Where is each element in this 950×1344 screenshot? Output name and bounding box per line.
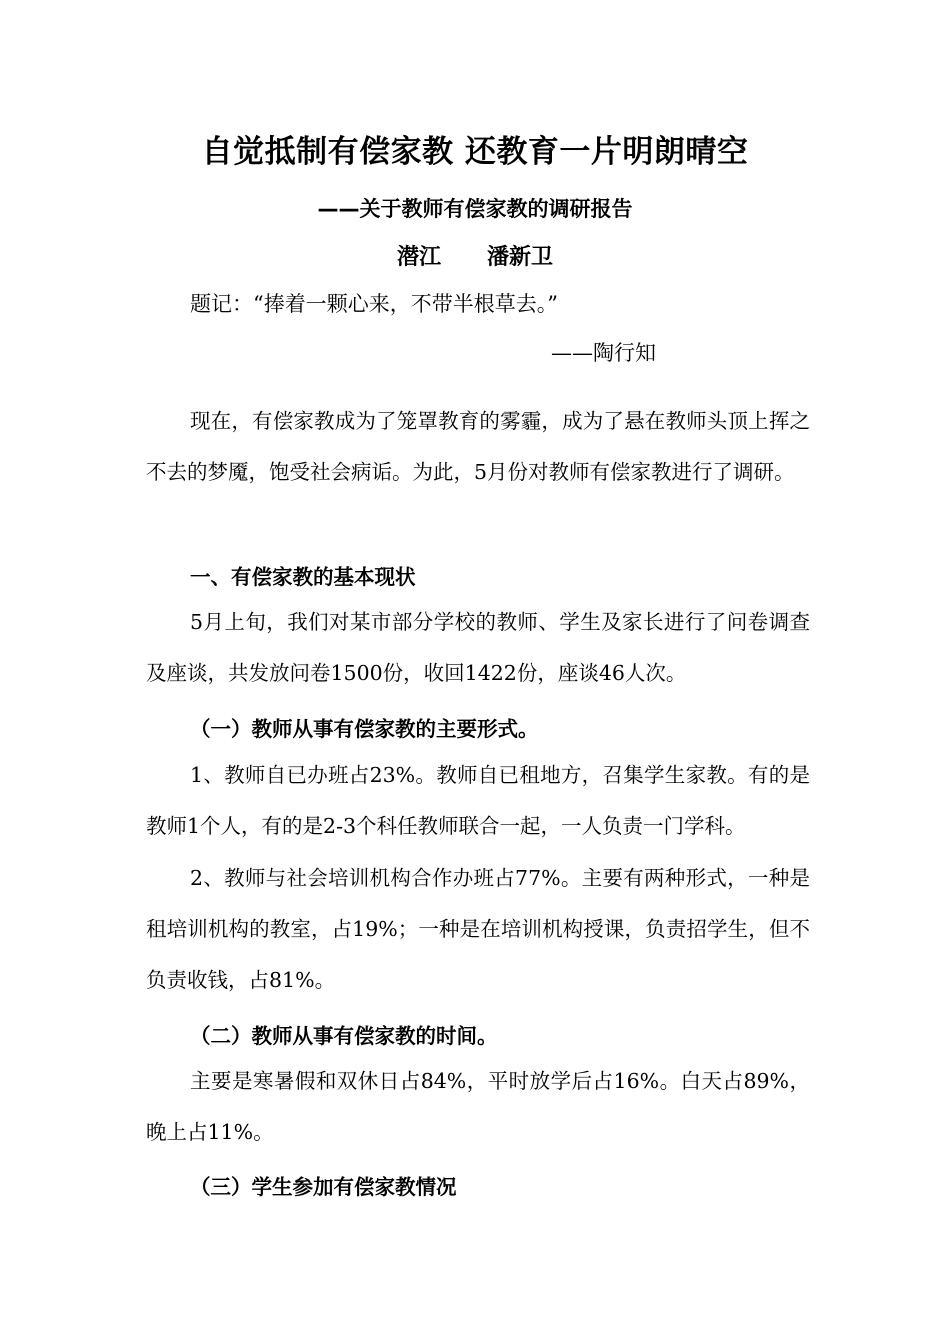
epigraph-attribution: ——陶行知 xyxy=(551,341,656,365)
sub2-paragraph: 主要是寒暑假和双休日占84%，平时放学后占16%。白天占89%，晚上占11%。 xyxy=(146,1069,810,1144)
sub1-item-1: 1、教师自已办班占23%。教师自已租地方，召集学生家教。有的是教师1个人，有的是2-3个科任教师联合一起，一人负责一门学科。 xyxy=(146,763,810,838)
intro-paragraph: 现在，有偿家教成为了笼罩教育的雾霾，成为了悬在教师头顶上挥之不去的梦魇，饱受社会病诟。为此，5月份对教师有偿家教进行了调研。 xyxy=(146,409,810,484)
document-title: 自觉抵制有偿家教 还教育一片明朗晴空 xyxy=(201,134,749,170)
section1-paragraph: 5月上旬，我们对某市部分学校的教师、学生及家长进行了问卷调查及座谈，共发放问卷1500份，收回1422份，座谈46人次。 xyxy=(146,610,810,685)
subsection-heading-3: （三）学生参加有偿家教情况 xyxy=(190,1175,457,1199)
subsection-heading-1: （一）教师从事有偿家教的主要形式。 xyxy=(190,717,539,741)
sub1-item-2: 2、教师与社会培训机构合作办班占77%。主要有两种形式，一种是租培训机构的教室，占19%；一种是在培训机构授课，负责招学生，但不负责收钱，占81%。 xyxy=(146,866,810,992)
subsection-heading-2: （二）教师从事有偿家教的时间。 xyxy=(190,1024,498,1048)
author-location: 潜江 xyxy=(396,245,441,270)
section-heading-1: 一、有偿家教的基本现状 xyxy=(190,565,416,589)
epigraph-text: 题记：“捧着一颗心来，不带半根草去。” xyxy=(190,292,558,316)
document-subtitle: ——关于教师有偿家教的调研报告 xyxy=(317,197,633,221)
author-name: 潘新卫 xyxy=(487,245,554,270)
authors-line xyxy=(0,240,950,271)
